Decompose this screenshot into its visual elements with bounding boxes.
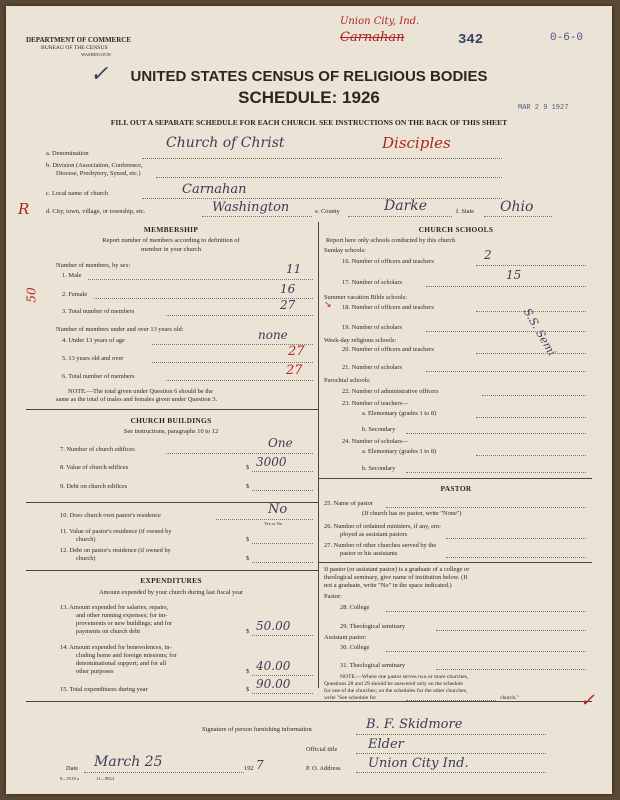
county-value[interactable]: Darke — [384, 198, 428, 214]
q4-label: 4. Under 13 years of age — [62, 337, 125, 344]
official-title-value[interactable]: Elder — [368, 737, 404, 752]
city-value[interactable]: Washington — [212, 200, 290, 215]
expenditures-sub: Amount expended by your church during last fiscal year — [98, 589, 244, 596]
q15-value[interactable]: 90.00 — [256, 677, 291, 691]
check-mark-icon: ✓ — [90, 62, 109, 87]
q10-label: 10. Does church own pastor's residence — [60, 512, 161, 519]
q12-label-2: church) — [76, 555, 96, 562]
local-name-value[interactable]: Carnahan — [182, 182, 247, 197]
division-label-2: Diocese, Presbytery, Synod, etc.) — [56, 170, 141, 177]
q7-value[interactable]: One — [268, 436, 293, 450]
q30-label: 30. College — [340, 644, 370, 651]
q19-label: 19. Number of scholars — [342, 324, 402, 331]
graduate-note-2: theological seminary, give name of institution below. (If — [324, 574, 468, 581]
q23b-label: b. Secondary — [362, 426, 396, 433]
q16-value[interactable]: 2 — [484, 248, 492, 262]
age-intro: Number of members under and over 13 years old: — [56, 326, 184, 333]
q10-value[interactable]: No — [268, 502, 288, 517]
q27-label-2: pastor or his assistants — [340, 550, 398, 557]
summer-heading: Summer vacation Bible schools: — [324, 294, 407, 301]
membership-note-2: same as the total of males and females given under Question 3. — [56, 396, 218, 403]
membership-note-1: NOTE.—The total given under Question 6 should be the — [68, 388, 214, 395]
year-value[interactable]: 7 — [256, 758, 264, 772]
q2-value[interactable]: 16 — [280, 282, 296, 296]
assistant-label: Assistant pastor: — [324, 634, 367, 641]
local-name-label: c. Local name of church — [46, 190, 108, 197]
denomination-extra[interactable]: Disciples — [382, 134, 451, 152]
pastor-note-5: church." — [500, 695, 519, 701]
graduate-note-3: not a graduate, write "No" in the space indicated.) — [324, 582, 452, 589]
address-label: P. O. Address — [306, 765, 341, 772]
membership-intro-2: member in your church — [141, 246, 201, 253]
schools-intro: Report here only schools conducted by this church — [326, 237, 456, 244]
year-prefix: 192 — [244, 765, 254, 772]
date-label: Date — [66, 765, 79, 772]
red-arrow-icon: ↘ — [324, 299, 332, 309]
column-divider — [318, 222, 319, 688]
q15-label: 15. Total expenditures during year — [60, 686, 148, 693]
schools-title: CHURCH SCHOOLS — [418, 225, 494, 234]
division-label: b. Division (Association, Conference, — [46, 162, 143, 169]
q26-label: 26. Number of ordained ministers, if any, em- — [324, 523, 442, 530]
membership-title: MEMBERSHIP — [143, 225, 199, 234]
pastor-title: PASTOR — [440, 484, 472, 493]
membership-intro: Report number of members according to definition of — [102, 237, 240, 244]
q4-value[interactable]: none — [258, 328, 288, 342]
q9-label: 9. Debt on church edifices — [60, 483, 128, 490]
pastor-label: Pastor: — [324, 593, 342, 600]
q14-label-2: cluding home and foreign missions; for — [76, 652, 177, 659]
q24a-label: a. Elementary (grades 1 to 8) — [362, 448, 437, 455]
state-label: f. State — [456, 208, 475, 215]
q25-label: 25. Name of pastor — [324, 500, 373, 507]
q31-label: 31. Theological seminary — [340, 662, 406, 669]
print-number: 11—9024 — [96, 776, 114, 781]
dept-name: DEPARTMENT OF COMMERCE — [26, 36, 132, 44]
code-number: 0-6-0 — [550, 32, 584, 44]
file-number: 342 — [458, 32, 484, 48]
q16-label: 16. Number of officers and teachers — [342, 258, 434, 265]
q14-label-4: other purposes — [76, 668, 114, 675]
date-value[interactable]: March 25 — [94, 754, 163, 770]
q13-label: 13. Amount expended for salaries, repairs, — [60, 604, 169, 611]
q23-label: 23. Number of teachers— — [342, 400, 409, 407]
census-schedule-form: DEPARTMENT OF COMMERCE BUREAU OF THE CENSUS WASHINGTON Union City, Ind. Carnahan 342 0-6-0 ✓ UNITED STATES CENSUS OF RELIGIOUS BODIES SCHEDULE: 1926 MAR 2 9 1927 FILL OUT A SEPARATE SCHEDULE FOR EACH CHURCH. SEE INSTRUCTIONS ON THE BACK OF THIS SHEET a. Denomination Church of Christ Disciples b. Division (Association, Conference, Diocese, Presbytery, Synod, etc.) c. Local name of church Carnahan R d. City, town, village, or township, etc. Washington e. County Darke f. State Ohio MEMBERSHIP Report number of members according to definition of member in your church Number of members, by sex: 1. Male 11 50 2. Female 16 3. Total number of members 27 Number of members under and over 13 years old: 4. Under 13 years of age none 5. 13 years old and over 27 6. Total number of members 27 NOTE.—The total given under Question 6 should be the same as the total of males and females given under Question 3. CHURCH BUILDINGS See instructions, paragraphs 10 to 12 7. Number of church edifices One 8. Value of church edifices $ 3000 9. Debt on church edifices $ 10. Does church own pastor's residence No Yes or No 11. Value of pastor's residence (if owned by church) $ 12. Debt on pastor's residence (if owned by church) $ EXPENDITURES Amount expended by your church during last fiscal year 13. Amount expended for salaries, repairs, and other running expenses; for im- provements or new buildings; and for payments on church debt $ 50.00 14. Amount expended for benevolences, in- cluding home and foreign missions; for denominational support; and for all other purposes $ 40.00 15. Total expenditures during year $ 90.00 CHURCH SCHOOLS Report here only schools conducted by this church Sunday schools: 16. Number of officers and teachers 2 17. Number of scholars 15 S.S. Semi Summer vacation Bible schools: ↘ 18. Number of officers and teachers 19. Number of scholars Week-day religious schools: 20. Number of officers and teachers 21. Number of scholars Parochial schools: 22. Number of administrative officers 23. Number of teachers— a. Elementary (grades 1 to 8) b. Secondary 24. Number of scholars— a. Elementary (grades 1 to 8) b. Secondary PASTOR 25. Name of pastor (If church has no pastor, write "None") 26. Number of ordained ministers, if any, em- ployed as assistant pastors 27. Number of other churches served by the pastor or his assistants If pastor (or assistant pastor) is a graduate of a college or theological seminary, give name of institution below. (If not a graduate, write "No" in the space indicated.) Pastor: 28. College 29. Theological seminary Assistant pastor: 30. College 31. Theological seminary NOTE.—Where one pastor serves two or more churches, Questions 28 and 29 should be answered only on the schedule for one of the churches; on the schedules for the other churches, write "See schedule for church." ✓ Signature of person furnishing information B. F. Skidmore Official title Elder Date March 25 192 7 P. O. Address Union City Ind. 8—5518 a 11—9024 — [6, 6, 612, 794]
q3-label: 3. Total number of members — [62, 308, 135, 315]
buildings-sub: See instructions, paragraphs 10 to 12 — [123, 428, 219, 435]
form-instructions: FILL OUT A SEPARATE SCHEDULE FOR EACH CHURCH. SEE INSTRUCTIONS ON THE BACK OF THIS SHEET — [110, 118, 508, 127]
q8-value[interactable]: 3000 — [256, 455, 287, 469]
q5-value[interactable]: 27 — [288, 344, 305, 359]
q7-label: 7. Number of church edifices — [60, 446, 135, 453]
q1-label: 1. Male — [62, 272, 82, 279]
margin-mark: R — [18, 200, 30, 218]
q27-label: 27. Number of other churches served by the — [324, 542, 437, 549]
city-name: WASHINGTON — [81, 52, 111, 57]
q25-note: (If church has no pastor, write "None") — [362, 510, 462, 517]
q14-value[interactable]: 40.00 — [256, 659, 291, 673]
sex-intro: Number of members, by sex: — [56, 262, 131, 269]
q2-label: 2. Female — [62, 291, 88, 298]
q13-label-4: payments on church debt — [76, 628, 141, 635]
bureau-name: BUREAU OF THE CENSUS — [41, 45, 108, 51]
q13-label-3: provements or new buildings; and for — [76, 620, 173, 627]
buildings-title: CHURCH BUILDINGS — [130, 416, 212, 425]
form-number: 8—5518 a — [60, 776, 79, 781]
struck-name: Carnahan — [340, 30, 405, 45]
q13-value[interactable]: 50.00 — [256, 619, 291, 633]
red-check-icon: ✓ — [580, 690, 596, 711]
pastor-note-4: write "See schedule for — [324, 695, 377, 701]
schools-margin-note: S.S. Semi — [520, 306, 559, 359]
pastor-note-1: NOTE.—Where one pastor serves two or more churches, — [340, 674, 469, 680]
state-value[interactable]: Ohio — [500, 199, 534, 215]
form-title: UNITED STATES CENSUS OF RELIGIOUS BODIES — [130, 68, 488, 85]
q17-label: 17. Number of scholars — [342, 279, 402, 286]
q8-label: 8. Value of church edifices — [60, 464, 129, 471]
q12-label: 12. Debt on pastor's residence (if owned by — [60, 547, 171, 554]
city-label: d. City, town, village, or township, etc. — [46, 208, 146, 215]
q26-label-2: ployed as assistant pastors — [340, 531, 408, 538]
q5-label: 5. 13 years old and over — [62, 355, 124, 362]
q11-label-2: church) — [76, 536, 96, 543]
official-title-label: Official title — [306, 746, 338, 753]
denomination-label: a. Denomination — [46, 150, 89, 157]
pastor-note-2: Questions 28 and 29 should be answered only on the schedule — [324, 681, 463, 687]
graduate-note-1: If pastor (or assistant pastor) is a graduate of a college or — [324, 566, 470, 573]
q28-label: 28. College — [340, 604, 370, 611]
weekday-heading: Week-day religious schools: — [324, 337, 397, 344]
signature-value[interactable]: B. F. Skidmore — [366, 717, 463, 732]
received-stamp: MAR 2 9 1927 — [518, 104, 569, 112]
schedule-title: SCHEDULE: 1926 — [238, 88, 380, 107]
denomination-value[interactable]: Church of Christ — [166, 135, 285, 151]
membership-margin-note: 50 — [24, 287, 39, 303]
q21-label: 21. Number of scholars — [342, 364, 402, 371]
expenditures-title: EXPENDITURES — [140, 576, 202, 585]
q1-value[interactable]: 11 — [286, 262, 302, 276]
q14-label-3: denominational support; and for all — [76, 660, 167, 667]
q20-label: 20. Number of officers and teachers — [342, 346, 434, 353]
q3-value[interactable]: 27 — [280, 298, 296, 312]
pastor-note-3: for one of the churches; on the schedules for the other churches, — [324, 688, 468, 694]
q18-label: 18. Number of officers and teachers — [342, 304, 434, 311]
sunday-heading: Sunday schools: — [324, 247, 366, 254]
q6-value[interactable]: 27 — [286, 363, 303, 378]
county-label: e. County — [315, 208, 340, 215]
place-note: Union City, Ind. — [340, 16, 420, 27]
q24-label: 24. Number of scholars— — [342, 438, 409, 445]
q22-label: 22. Number of administrative officers — [342, 388, 439, 395]
q14-label: 14. Amount expended for benevolences, in- — [60, 644, 172, 651]
q29-label: 29. Theological seminary — [340, 623, 406, 630]
q13-label-2: and other running expenses; for im- — [76, 612, 168, 619]
q17-value[interactable]: 15 — [506, 268, 522, 282]
q11-label: 11. Value of pastor's residence (if owned by — [60, 528, 172, 535]
q23a-label: a. Elementary (grades 1 to 8) — [362, 410, 437, 417]
address-value[interactable]: Union City Ind. — [368, 756, 469, 771]
yes-no-hint: Yes or No — [264, 521, 283, 526]
q6-label: 6. Total number of members — [62, 373, 135, 380]
signature-label: Signature of person furnishing information — [202, 726, 312, 733]
parochial-heading: Parochial schools: — [324, 377, 371, 384]
q24b-label: b. Secondary — [362, 465, 396, 472]
